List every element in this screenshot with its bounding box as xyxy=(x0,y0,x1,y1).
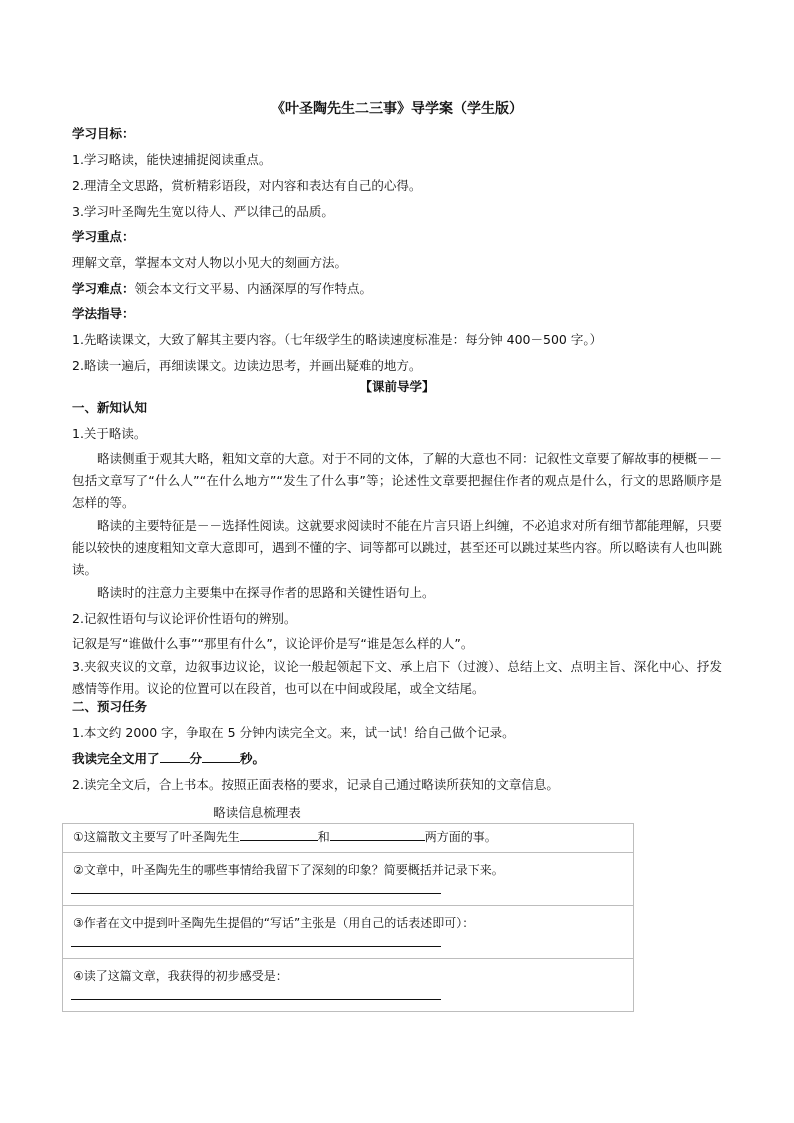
part1-sub1: 1.关于略读。 xyxy=(72,426,147,441)
row2-text: ②文章中，叶圣陶先生的哪些事情给我留下了深刻的印象？简要概括并记录下来。 xyxy=(73,863,504,877)
table-row xyxy=(63,906,634,959)
part1-para1: 略读侧重于观其大略，粗知文章的大意。对于不同的文体，了解的大意也不同：记叙性文章要了解故事的梗概－－包括文章写了“什么人”“在什么地方”“发生了什么事”等；论述性文章要把握住作者的观点是什么，行文的思路顺序是怎样的等。 xyxy=(72,451,723,510)
record-prefix: 我读完全文用了 xyxy=(72,751,160,766)
part1-sub3: 3.夹叙夹议的文章，边叙事边议论，议论一般起领起下文、承上启下（过渡）、总结上文、点明主旨、深化中心、抒发感情等作用。议论的位置可以在段首，也可以在中间或段尾，或全文结尾。 xyxy=(72,659,722,696)
method-item: 2.略读一遍后，再细读课文。边读边思考，并画出疑难的地方。 xyxy=(72,358,422,373)
record-sec: 秒。 xyxy=(240,751,266,766)
method-heading: 学法指导： xyxy=(72,306,135,321)
part2-task2: 2.读完全文后，合上书本。按照正面表格的要求，记录自己通过略读所获知的文章信息。 xyxy=(72,777,559,792)
part2-heading: 二、预习任务 xyxy=(72,699,148,714)
record-min: 分 xyxy=(189,751,203,766)
row3-text: ③作者在文中提到叶圣陶先生提倡的“写话”主张是（用自己的话表述即可）： xyxy=(73,916,475,930)
focus-text: 理解文章，掌握本文对人物以小见大的刻画方法。 xyxy=(72,255,348,270)
part1-para3: 略读时的注意力主要集中在探寻作者的思路和关键性语句上。 xyxy=(97,585,435,600)
table-cell-1 xyxy=(63,824,634,853)
part1-sub2: 2.记叙性语句与议论评价性语句的辨别。 xyxy=(72,611,297,626)
row1-blank-2[interactable] xyxy=(330,828,425,841)
part1-heading: 一、新知认知 xyxy=(72,400,148,415)
difficulty-row xyxy=(72,281,372,297)
minutes-blank[interactable] xyxy=(160,750,190,763)
row1-mid: 和 xyxy=(317,830,330,844)
focus-heading: 学习重点： xyxy=(72,229,135,244)
difficulty-text: 领会本文行文平易、内涵深厚的写作特点。 xyxy=(134,281,373,296)
page-title: 《叶圣陶先生二三事》导学案（学生版） xyxy=(271,101,523,117)
part1-sub2-text: 记叙是写“谁做什么事”“那里有什么”，议论评价是写“谁是怎么样的人”。 xyxy=(72,636,474,651)
section-banner: 【课前导学】 xyxy=(359,379,435,394)
table-caption: 略读信息梳理表 xyxy=(213,805,301,820)
row1-blank-1[interactable] xyxy=(240,828,318,841)
row1-prefix: ①这篇散文主要写了叶圣陶先生 xyxy=(73,830,240,844)
table-cell-2 xyxy=(63,853,634,906)
part1-para2: 略读的主要特征是－－选择性阅读。这就要求阅读时不能在片言只语上纠缠，不必追求对所有细节都能理解，只要能以较快的速度粗知文章大意即可，遇到不懂的字、词等都可以跳过，甚至还可以跳过某些内容。所以略读有人也叫跳读。 xyxy=(72,518,723,577)
objective-item: 2.理清全文思路，赏析精彩语段，对内容和表达有自己的心得。 xyxy=(72,178,422,193)
reading-info-table xyxy=(62,823,634,1012)
table-cell-4 xyxy=(63,959,634,1012)
part2-task1: 1.本文约 2000 字，争取在 5 分钟内读完全文。来，试一试！给自己做个记录。 xyxy=(72,725,515,740)
table-cell-3 xyxy=(63,906,634,959)
table-row xyxy=(63,824,634,853)
seconds-blank[interactable] xyxy=(202,750,240,763)
objective-item: 3.学习叶圣陶先生宽以待人、严以律己的品质。 xyxy=(72,204,334,219)
method-item: 1.先略读课文，大致了解其主要内容。（七年级学生的略读速度标准是：每分钟 400－500 字。） xyxy=(72,332,603,347)
table-row xyxy=(63,853,634,906)
objective-item: 1.学习略读，能快速捕捉阅读重点。 xyxy=(72,152,272,167)
objectives-heading: 学习目标： xyxy=(72,126,135,141)
difficulty-heading: 学习难点： xyxy=(72,281,135,296)
reading-time-record xyxy=(72,750,265,767)
row3-answer-line[interactable] xyxy=(71,945,441,947)
row1-suffix: 两方面的事。 xyxy=(424,830,497,844)
row4-text: ④读了这篇文章，我获得的初步感受是： xyxy=(73,969,288,983)
table-row xyxy=(63,959,634,1012)
row2-answer-line[interactable] xyxy=(71,892,441,894)
row4-answer-line[interactable] xyxy=(71,998,441,1000)
